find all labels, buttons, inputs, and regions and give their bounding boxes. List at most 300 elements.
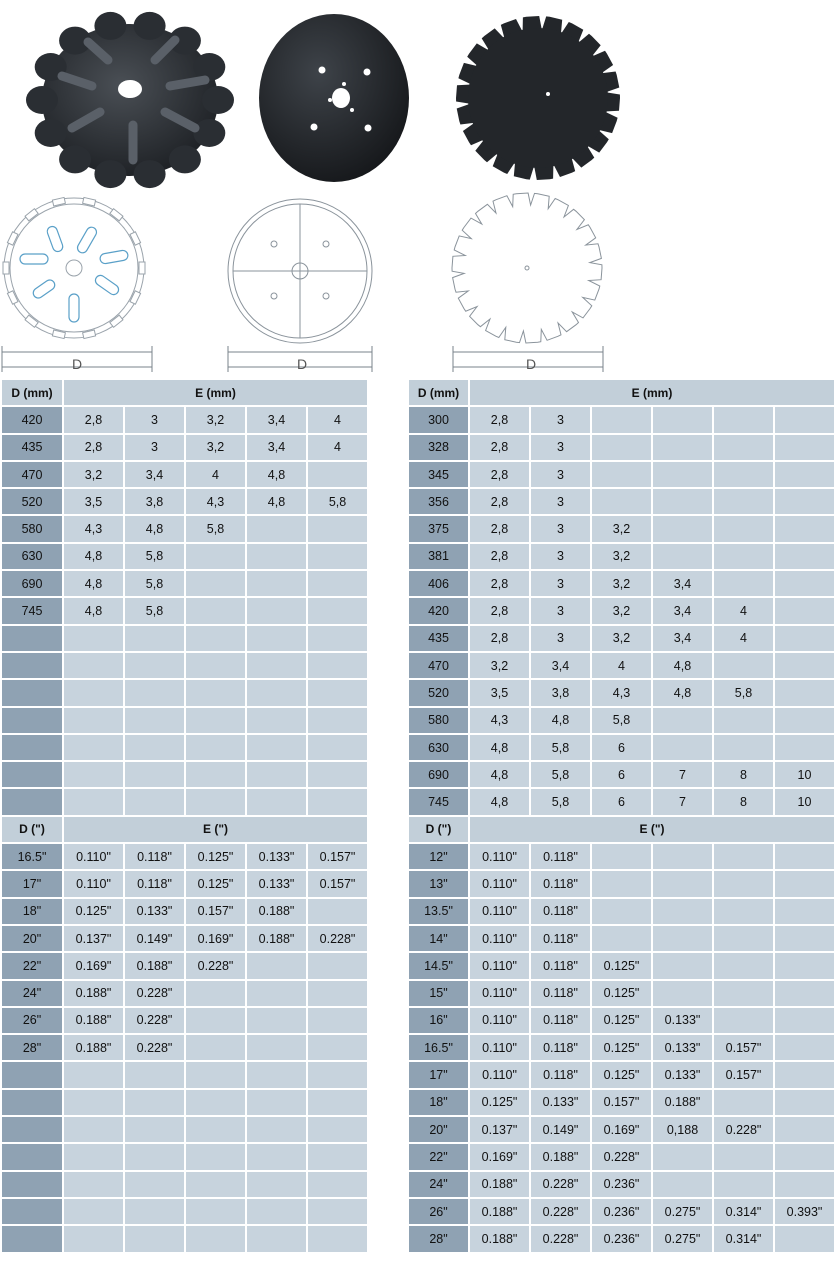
notched-disc-drawing xyxy=(452,193,602,343)
thickness-cell xyxy=(775,1090,834,1115)
table-row xyxy=(2,1008,367,1033)
table-row xyxy=(2,844,367,869)
diameter-cell xyxy=(2,1226,62,1251)
diameter-cell: 22" xyxy=(409,1144,468,1169)
thickness-cell: 3,8 xyxy=(531,680,590,705)
table-row xyxy=(409,871,834,896)
thickness-cell xyxy=(247,1199,306,1224)
thickness-cell: 3 xyxy=(531,435,590,460)
thickness-cell xyxy=(247,1008,306,1033)
table-row xyxy=(2,1144,367,1169)
thickness-cell: 0.133" xyxy=(247,844,306,869)
drawing-notch xyxy=(130,232,141,245)
diameter-cell: 18" xyxy=(409,1090,468,1115)
disc-scallop xyxy=(35,119,67,147)
table-row xyxy=(409,953,834,978)
thickness-cell xyxy=(64,653,123,678)
thickness-cell: 4,3 xyxy=(592,680,651,705)
diameter-cell: 470 xyxy=(2,462,62,487)
thickness-cell: 2,8 xyxy=(470,544,529,569)
thickness-cell: 0.236" xyxy=(592,1199,651,1224)
table-row xyxy=(2,981,367,1006)
thickness-cell: 0.110" xyxy=(470,1062,529,1087)
diameter-header: D (") xyxy=(2,817,62,842)
thickness-cell xyxy=(64,1144,123,1169)
thickness-cell xyxy=(308,1172,367,1197)
diameter-cell xyxy=(2,626,62,651)
diameter-cell: 435 xyxy=(2,435,62,460)
thickness-cell xyxy=(775,435,834,460)
thickness-cell: 0.149" xyxy=(125,926,184,951)
drawing-notch xyxy=(110,315,123,327)
thickness-cell xyxy=(125,708,184,733)
plain-disc-drawing xyxy=(228,199,372,343)
thickness-cell: 0.188" xyxy=(470,1172,529,1197)
table-row xyxy=(409,407,834,432)
diameter-cell: 24" xyxy=(409,1172,468,1197)
diameter-cell: 690 xyxy=(409,762,468,787)
thickness-cell: 0.188" xyxy=(531,1144,590,1169)
thickness-cell: 0.110" xyxy=(64,844,123,869)
disc-illustrations xyxy=(0,0,835,378)
thickness-cell: 3 xyxy=(531,598,590,623)
thickness-cell: 5,8 xyxy=(125,598,184,623)
table-row xyxy=(2,1226,367,1251)
table-row xyxy=(409,544,834,569)
thickness-cell xyxy=(653,899,712,924)
table-row xyxy=(409,708,834,733)
thickness-cell: 0.169" xyxy=(64,953,123,978)
thickness-cell: 4,8 xyxy=(470,762,529,787)
table-row xyxy=(2,1172,367,1197)
diameter-cell: 470 xyxy=(409,653,468,678)
thickness-cell: 0.118" xyxy=(531,926,590,951)
thickness-cell xyxy=(714,844,773,869)
disc-scallop xyxy=(202,86,234,114)
diameter-cell: 28" xyxy=(2,1035,62,1060)
thickness-cell xyxy=(775,1172,834,1197)
disc-scallop xyxy=(59,145,91,173)
thickness-cell: 0.188" xyxy=(470,1199,529,1224)
thickness-cell: 0.125" xyxy=(592,1062,651,1087)
thickness-cell: 4,8 xyxy=(247,489,306,514)
table-row xyxy=(409,899,834,924)
thickness-cell: 4,3 xyxy=(64,516,123,541)
thickness-cell xyxy=(592,489,651,514)
dimension-label: D xyxy=(71,356,83,372)
thickness-cell xyxy=(775,1117,834,1142)
thickness-cell xyxy=(125,1062,184,1087)
thickness-cell xyxy=(308,1035,367,1060)
thickness-cell xyxy=(64,1199,123,1224)
thickness-cell: 0.125" xyxy=(186,844,245,869)
thickness-cell: 4 xyxy=(714,626,773,651)
thickness-cell: 4,8 xyxy=(653,653,712,678)
diameter-header: D (") xyxy=(409,817,468,842)
thickness-cell: 0.118" xyxy=(531,1062,590,1087)
thickness-cell xyxy=(186,1199,245,1224)
thickness-cell xyxy=(308,762,367,787)
thickness-cell: 0.118" xyxy=(531,953,590,978)
table-row xyxy=(409,1090,834,1115)
table-row xyxy=(2,871,367,896)
drawing-notch xyxy=(25,209,38,221)
thickness-cell xyxy=(186,981,245,1006)
thickness-cell xyxy=(714,1008,773,1033)
drawing-notch xyxy=(25,315,38,327)
thickness-cell: 0.133" xyxy=(653,1062,712,1087)
thickness-cell: 3,8 xyxy=(125,489,184,514)
thickness-cell: 0.157" xyxy=(308,844,367,869)
thickness-cell: 0.188" xyxy=(125,953,184,978)
diameter-cell: 580 xyxy=(409,708,468,733)
thickness-cell xyxy=(186,762,245,787)
thickness-cell: 0.118" xyxy=(531,899,590,924)
thickness-cell: 0.169" xyxy=(186,926,245,951)
table-row xyxy=(2,598,367,623)
thickness-cell xyxy=(186,1008,245,1033)
thickness-cell: 5,8 xyxy=(186,516,245,541)
thickness-cell: 0.118" xyxy=(125,871,184,896)
thickness-cell: 3 xyxy=(531,571,590,596)
thickness-cell xyxy=(653,926,712,951)
thickness-cell xyxy=(186,544,245,569)
thickness-cell xyxy=(247,762,306,787)
table-row xyxy=(2,735,367,760)
thickness-cell: 3,4 xyxy=(653,571,712,596)
thickness-cell xyxy=(653,708,712,733)
diameter-cell xyxy=(2,1090,62,1115)
thickness-cell xyxy=(775,653,834,678)
thickness-cell: 4,8 xyxy=(125,516,184,541)
thickness-cell: 3,4 xyxy=(531,653,590,678)
table-row xyxy=(2,544,367,569)
diameter-header: D (mm) xyxy=(2,380,62,405)
diameter-cell: 420 xyxy=(409,598,468,623)
thickness-cell xyxy=(653,407,712,432)
thickness-cell xyxy=(186,1117,245,1142)
thickness-cell: 0.157" xyxy=(592,1090,651,1115)
thickness-header: E (mm) xyxy=(470,380,834,405)
thickness-cell xyxy=(125,680,184,705)
diameter-cell xyxy=(2,680,62,705)
thickness-cell: 0.118" xyxy=(531,871,590,896)
thickness-cell: 0.110" xyxy=(470,899,529,924)
thickness-cell: 4,8 xyxy=(531,708,590,733)
thickness-cell: 0.133" xyxy=(125,899,184,924)
thickness-cell: 0.110" xyxy=(470,981,529,1006)
thickness-cell xyxy=(308,953,367,978)
diameter-cell: 28" xyxy=(409,1226,468,1251)
diameter-cell xyxy=(2,1062,62,1087)
thickness-cell xyxy=(775,735,834,760)
thickness-cell xyxy=(653,489,712,514)
thickness-cell: 10 xyxy=(775,762,834,787)
thickness-cell: 4,8 xyxy=(653,680,712,705)
thickness-cell: 0.314" xyxy=(714,1199,773,1224)
diameter-cell: 420 xyxy=(2,407,62,432)
table-row xyxy=(409,926,834,951)
thickness-cell: 2,8 xyxy=(470,435,529,460)
thickness-cell: 0.228" xyxy=(531,1172,590,1197)
thickness-cell xyxy=(308,1062,367,1087)
thickness-cell: 5,8 xyxy=(531,735,590,760)
thickness-cell: 2,8 xyxy=(470,598,529,623)
disc-scallop xyxy=(169,145,201,173)
thickness-header: E (mm) xyxy=(64,380,367,405)
thickness-cell xyxy=(775,626,834,651)
diameter-cell: 14.5" xyxy=(409,953,468,978)
thickness-cell xyxy=(247,653,306,678)
thickness-cell xyxy=(775,407,834,432)
thickness-cell: 0.228" xyxy=(125,1008,184,1033)
thickness-cell xyxy=(186,598,245,623)
diameter-cell: 16.5" xyxy=(2,844,62,869)
diameter-header: D (mm) xyxy=(409,380,468,405)
table-row xyxy=(409,1199,834,1224)
diameter-cell: 26" xyxy=(2,1008,62,1033)
thickness-cell: 2,8 xyxy=(470,462,529,487)
thickness-cell xyxy=(308,981,367,1006)
thickness-cell xyxy=(714,871,773,896)
thickness-cell xyxy=(775,1035,834,1060)
thickness-cell: 0.125" xyxy=(592,981,651,1006)
thickness-cell: 0.110" xyxy=(470,953,529,978)
diameter-cell: 328 xyxy=(409,435,468,460)
thickness-cell xyxy=(775,899,834,924)
thickness-cell xyxy=(64,1117,123,1142)
thickness-header: E (") xyxy=(64,817,367,842)
diameter-cell: 26" xyxy=(409,1199,468,1224)
thickness-cell xyxy=(308,1144,367,1169)
thickness-cell: 0.157" xyxy=(308,871,367,896)
thickness-cell: 0.149" xyxy=(531,1117,590,1142)
thickness-cell xyxy=(653,462,712,487)
diameter-cell: 16" xyxy=(409,1008,468,1033)
thickness-cell: 0.110" xyxy=(64,871,123,896)
thickness-cell xyxy=(125,1226,184,1251)
thickness-cell: 2,8 xyxy=(470,626,529,651)
table-row xyxy=(2,1090,367,1115)
thickness-cell: 3,2 xyxy=(64,462,123,487)
thickness-cell xyxy=(714,653,773,678)
table-row xyxy=(409,516,834,541)
diameter-cell: 300 xyxy=(409,407,468,432)
thickness-cell xyxy=(247,1035,306,1060)
thickness-cell: 0.228" xyxy=(308,926,367,951)
thickness-cell: 0.118" xyxy=(531,981,590,1006)
thickness-cell: 0.125" xyxy=(592,1035,651,1060)
table-row xyxy=(409,762,834,787)
thickness-cell: 0.228" xyxy=(125,1035,184,1060)
thickness-cell xyxy=(308,899,367,924)
thickness-cell xyxy=(308,626,367,651)
thickness-cell xyxy=(186,1226,245,1251)
table-row xyxy=(2,407,367,432)
thickness-cell: 4 xyxy=(308,435,367,460)
thickness-cell xyxy=(775,1226,834,1251)
thickness-cell xyxy=(592,462,651,487)
table-row xyxy=(2,626,367,651)
thickness-cell: 4,3 xyxy=(470,708,529,733)
scalloped-disc-drawing xyxy=(3,197,145,338)
diameter-cell: 22" xyxy=(2,953,62,978)
thickness-cell xyxy=(714,1172,773,1197)
diameter-cell: 375 xyxy=(409,516,468,541)
thickness-cell: 3 xyxy=(125,407,184,432)
thickness-cell xyxy=(775,871,834,896)
thickness-cell: 3 xyxy=(531,489,590,514)
table-row xyxy=(409,735,834,760)
drawing-notch xyxy=(110,209,123,221)
thickness-cell xyxy=(186,735,245,760)
diameter-cell xyxy=(2,1199,62,1224)
thickness-cell: 3,4 xyxy=(247,435,306,460)
thickness-cell: 8 xyxy=(714,762,773,787)
thickness-cell xyxy=(592,407,651,432)
thickness-cell: 6 xyxy=(592,735,651,760)
thickness-cell xyxy=(714,571,773,596)
disc-scallop xyxy=(193,119,225,147)
thickness-cell: 5,8 xyxy=(531,789,590,814)
diameter-cell: 24" xyxy=(2,981,62,1006)
thickness-cell xyxy=(125,1199,184,1224)
thickness-cell xyxy=(247,953,306,978)
diameter-cell: 15" xyxy=(409,981,468,1006)
thickness-cell xyxy=(308,708,367,733)
thickness-cell xyxy=(775,516,834,541)
thickness-cell xyxy=(308,462,367,487)
thickness-cell: 0.125" xyxy=(470,1090,529,1115)
table-row xyxy=(2,953,367,978)
disc-scallop xyxy=(134,160,166,188)
diameter-cell: 17" xyxy=(409,1062,468,1087)
diameter-cell: 435 xyxy=(409,626,468,651)
thickness-cell: 0.118" xyxy=(125,844,184,869)
thickness-cell xyxy=(653,516,712,541)
table-row xyxy=(2,653,367,678)
disc-scallop xyxy=(94,12,126,40)
thickness-cell: 4,8 xyxy=(247,462,306,487)
table-row xyxy=(2,926,367,951)
thickness-cell xyxy=(186,571,245,596)
drawing-notch xyxy=(7,291,18,304)
thickness-cell xyxy=(125,1117,184,1142)
thickness-cell: 0.188" xyxy=(653,1090,712,1115)
thickness-cell xyxy=(308,1226,367,1251)
thickness-cell: 3,4 xyxy=(125,462,184,487)
table-row xyxy=(2,1035,367,1060)
thickness-cell: 3 xyxy=(531,544,590,569)
thickness-cell: 3,2 xyxy=(186,435,245,460)
table-row xyxy=(409,435,834,460)
thickness-cell xyxy=(247,516,306,541)
right-spec-table xyxy=(407,378,835,1254)
thickness-cell xyxy=(186,653,245,678)
thickness-cell xyxy=(308,571,367,596)
thickness-cell xyxy=(308,680,367,705)
table-row xyxy=(409,598,834,623)
thickness-cell: 0.118" xyxy=(531,844,590,869)
thickness-cell: 3,2 xyxy=(592,516,651,541)
thickness-header: E (") xyxy=(470,817,834,842)
table-row xyxy=(409,789,834,814)
left-spec-table xyxy=(0,378,369,1254)
thickness-cell xyxy=(186,680,245,705)
diameter-cell: 745 xyxy=(2,598,62,623)
diameter-cell: 16.5" xyxy=(409,1035,468,1060)
diameter-cell: 630 xyxy=(2,544,62,569)
thickness-cell: 2,8 xyxy=(470,489,529,514)
thickness-cell xyxy=(247,598,306,623)
thickness-cell: 0.110" xyxy=(470,1008,529,1033)
scalloped-disc-photo xyxy=(26,12,234,188)
thickness-cell xyxy=(186,1172,245,1197)
thickness-cell: 0.228" xyxy=(714,1117,773,1142)
thickness-cell: 0.169" xyxy=(592,1117,651,1142)
thickness-cell xyxy=(592,871,651,896)
diameter-cell: 13" xyxy=(409,871,468,896)
thickness-cell xyxy=(653,981,712,1006)
thickness-cell xyxy=(64,1090,123,1115)
thickness-cell xyxy=(653,1172,712,1197)
table-row xyxy=(2,899,367,924)
thickness-cell xyxy=(714,516,773,541)
table-row xyxy=(409,1172,834,1197)
thickness-cell: 6 xyxy=(592,789,651,814)
diameter-cell: 406 xyxy=(409,571,468,596)
thickness-cell: 0.228" xyxy=(186,953,245,978)
thickness-cell: 0.188" xyxy=(247,899,306,924)
diameter-cell: 520 xyxy=(2,489,62,514)
table-row xyxy=(409,626,834,651)
thickness-cell: 2,8 xyxy=(470,571,529,596)
dimension-label: D xyxy=(525,356,537,372)
thickness-cell xyxy=(775,462,834,487)
thickness-cell xyxy=(775,981,834,1006)
thickness-cell xyxy=(308,544,367,569)
thickness-cell: 2,8 xyxy=(64,435,123,460)
table-row xyxy=(2,708,367,733)
table-row xyxy=(2,680,367,705)
diameter-cell: 17" xyxy=(2,871,62,896)
thickness-cell xyxy=(125,762,184,787)
thickness-cell: 0.133" xyxy=(653,1035,712,1060)
table-row xyxy=(409,462,834,487)
thickness-cell xyxy=(775,1062,834,1087)
table-row xyxy=(409,1144,834,1169)
thickness-cell: 0.133" xyxy=(247,871,306,896)
thickness-cell xyxy=(308,1199,367,1224)
dimension-label: D xyxy=(296,356,308,372)
thickness-cell: 0.110" xyxy=(470,871,529,896)
thickness-cell xyxy=(714,544,773,569)
thickness-cell: 0.137" xyxy=(470,1117,529,1142)
thickness-cell: 0.125" xyxy=(592,953,651,978)
thickness-cell xyxy=(186,1035,245,1060)
thickness-cell: 7 xyxy=(653,762,712,787)
thickness-cell xyxy=(592,844,651,869)
thickness-cell xyxy=(125,1090,184,1115)
diameter-cell: 630 xyxy=(409,735,468,760)
thickness-cell xyxy=(247,1117,306,1142)
thickness-cell xyxy=(775,1008,834,1033)
thickness-cell: 0.228" xyxy=(531,1199,590,1224)
table-row xyxy=(409,1062,834,1087)
thickness-cell xyxy=(308,789,367,814)
diameter-cell: 356 xyxy=(409,489,468,514)
table-row xyxy=(2,762,367,787)
